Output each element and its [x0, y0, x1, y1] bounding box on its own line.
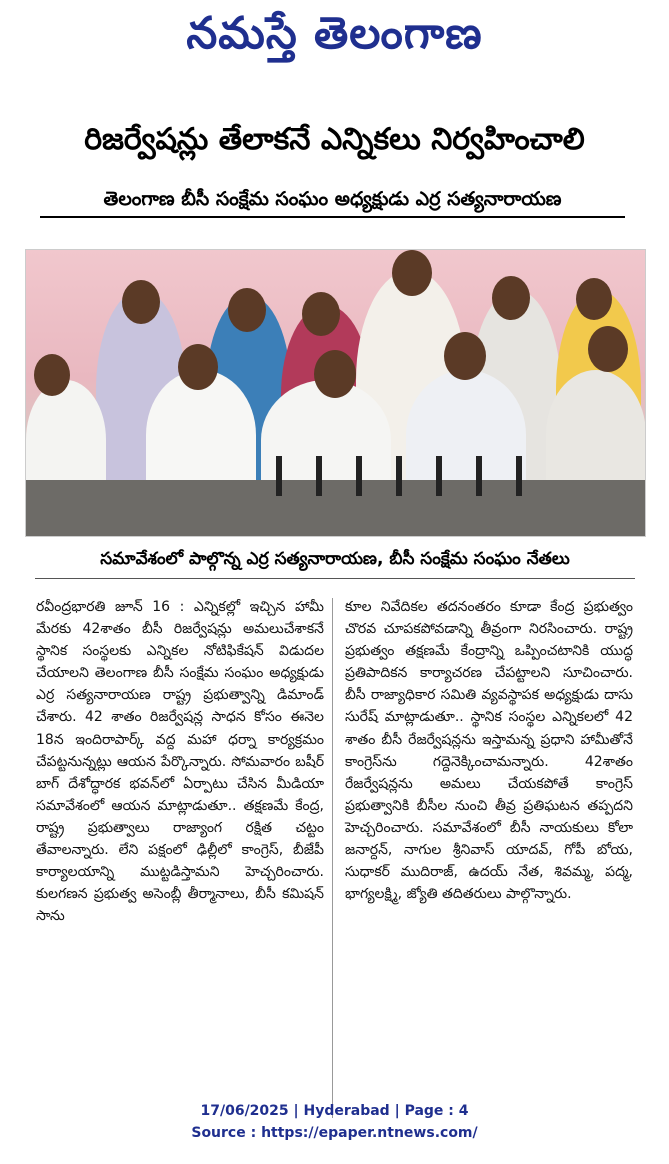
person-head: [392, 250, 432, 296]
person-head: [492, 276, 530, 320]
masthead: [0, 4, 669, 74]
article-column-left: [36, 596, 324, 927]
person-head: [122, 280, 160, 324]
column-text: రవీంద్రభారతి జూన్ 16 : ఎన్నికల్లో ఇచ్చిన హామీ మేరకు 42శాతం బీసీ రిజర్వేషన్లు అమలుచేశాకనే స్థానిక సంస్థలకు ఎన్నికల నోటిఫికేషన్ విడుదల చేయాలని తెలంగాణ బీసీ సంక్షేమ సంఘం అధ్యక్షుడు ఎర్ర సత్యనారాయణ రాష్ట్ర ప్రభుత్వాన్ని డిమాండ్ చేశారు. 42 శాతం రిజర్వేషన్ల సాధన కోసం ఈనెల 18న ఇందిరాపార్క్ వద్ద మహా ధర్నా కార్యక్రమం చేపట్టనున్నట్లు ఆయన పేర్కొన్నారు. సోమవారం బషీర్ బాగ్ దేశోద్ధారక భవన్‌లో ఏర్పాటు చేసిన మీడియా సమావేశంలో ఆయన మాట్లాడుతూ.. తక్షణమే కేంద్ర, రాష్ట్ర ప్రభుత్వాలు రాజ్యాంగ రక్షిత చట్టం తేవాలన్నారు. లేని పక్షంలో ఢిల్లీలో కాంగ్రెస్, బీజేపీ కార్యాలయాన్ని ముట్టడిస్తామని హెచ్చరించారు. కులగణన ప్రభుత్వ అసెంబ్లీ తీర్మానాలు, బీసీ కమిషన్ సాను: [36, 599, 324, 925]
photo-caption: [35, 544, 635, 579]
column-text: కూల నివేదికల తదనంతరం కూడా కేంద్ర ప్రభుత్వం చొరవ చూపకపోవడాన్ని తీవ్రంగా నిరసించారు. రాష్ట్ర ప్రభుత్వం తక్షణమే కేంద్రాన్ని ఒప్పించటానికి యుద్ధ ప్రతిపాదికన కార్యాచరణ చేపట్టాలని సూచించారు. బీసీ రాజ్యాధికార సమితి వ్యవస్థాపక అధ్యక్షుడు దాసు సురేష్ మాట్లాడుతూ.. స్థానిక సంస్థల ఎన్నికలలో 42 శాతం బీసీ రేజర్వేషన్లను ఇస్తామన్న ప్రధాని హామీతోనే కాంగ్రెస్‌ను గద్దెనెక్కించామన్నారు. 42శాతం రేజర్వేషన్లను అమలు చేయకపోతే కాంగ్రెస్ ప్రభుత్వానికి బీసీల నుంచి తీవ్ర ప్రతిఘటన తప్పదని హెచ్చరించారు. సమావేశంలో బీసీ నాయకులు కోలా జనార్దన్, నాగుల శ్రీనివాస్ యాదవ్, గోపీ బోయ, సుధాకర్ ముదిరాజ్, ఉదయ్ నేత, శివమ్మ, పద్మ, భాగ్యలక్ష్మి, జ్యోతి తదితరులు పాల్గొన్నారు.: [345, 599, 633, 903]
person-head: [444, 332, 486, 380]
person-head: [314, 350, 356, 398]
article-subheadline: [40, 182, 625, 222]
person-head: [228, 288, 266, 332]
person-head: [576, 278, 612, 320]
person-head: [302, 292, 340, 336]
source-link[interactable]: Source : https://epaper.ntnews.com/: [191, 1125, 478, 1141]
press-meet-photo: [25, 249, 646, 537]
microphone: [476, 456, 482, 496]
microphone: [516, 456, 522, 496]
microphone: [316, 456, 322, 496]
edition-info: 17/06/2025 | Hyderabad | Page : 4: [200, 1103, 469, 1119]
caption-text: సమావేశంలో పాల్గొన్న ఎర్ర సత్యనారాయణ, బీసీ సంక్షేమ సంఘం నేతలు: [100, 549, 570, 569]
person-head: [34, 354, 70, 396]
subheadline-text: తెలంగాణ బీసీ సంక్షేమ సంఘం అధ్యక్షుడు ఎర్ర సత్యనారాయణ: [40, 182, 625, 218]
microphone: [436, 456, 442, 496]
microphone: [276, 456, 282, 496]
page-footer: [0, 1100, 669, 1144]
column-divider: [332, 598, 333, 1118]
microphone: [356, 456, 362, 496]
headline-text: రిజర్వేషన్లు తేలాకనే ఎన్నికలు నిర్వహించాలి: [84, 122, 585, 157]
article-column-right: [345, 596, 633, 905]
table-front: [26, 480, 645, 536]
person-head: [178, 344, 218, 390]
person-head: [588, 326, 628, 372]
masthead-title: నమస్తే తెలంగాణ: [186, 8, 483, 59]
article-headline: [20, 118, 649, 168]
microphone: [396, 456, 402, 496]
